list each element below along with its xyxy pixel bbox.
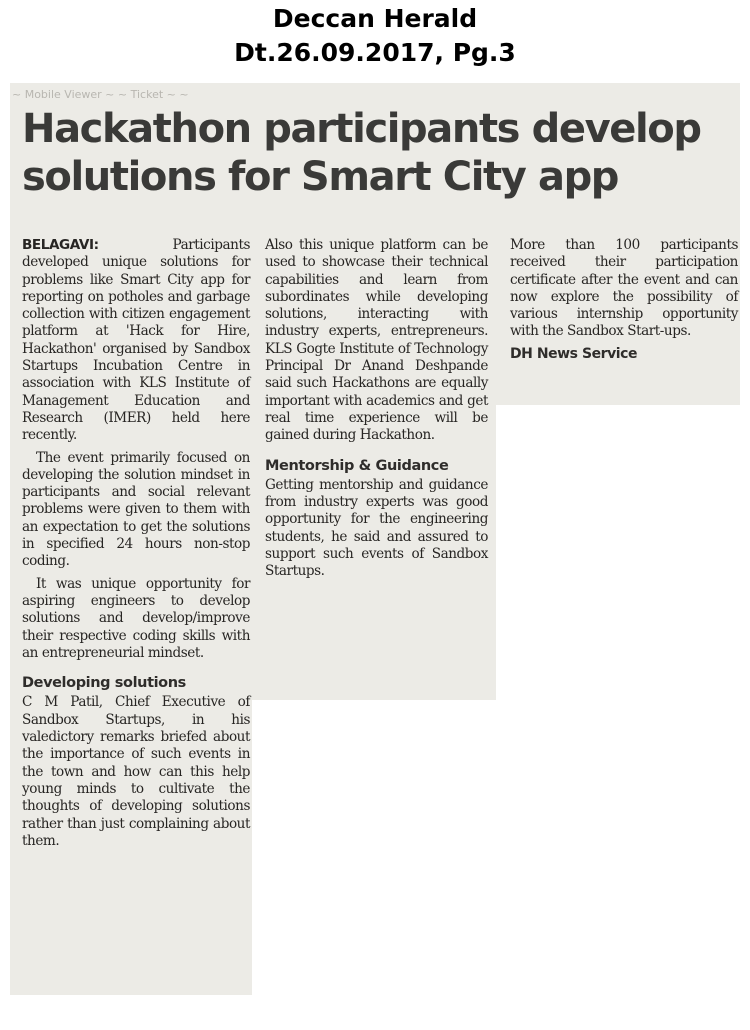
- article-column-2: [265, 237, 488, 586]
- article-byline: DH News Service: [510, 345, 638, 362]
- article-column-1: [22, 237, 250, 855]
- paragraph-text: Participants developed unique solutions for problems like Smart City app for reporting on potholes and garbage collection with citizen engagement platform at 'Hack for Hire, Hackathon' organised by Sandbox Startups Incubation Centre in association with KLS Institute of Management Education and Research (IMER) held here recently.: [22, 237, 250, 444]
- publication-date-page: Dt.26.09.2017, Pg.3: [234, 38, 516, 67]
- article-column-3: [510, 237, 738, 363]
- article-paragraph: C M Patil, Chief Executive of Sandbox Startups, in his valedictory remarks briefed about the importance of such events in the town and how can this help young minds to cultivate the thoughts of developing solutions rather than just complaining about them.: [22, 694, 250, 849]
- article-headline: Hackathon participants develop solutions for Smart City app: [22, 106, 701, 200]
- article-paragraph: It was unique opportunity for aspiring engineers to develop solutions and develop/improve their respective coding skills with an entrepreneurial mindset.: [22, 575, 250, 661]
- article-dateline: BELAGAVI:: [22, 237, 99, 253]
- subheading-developing-solutions: Developing solutions: [22, 675, 186, 692]
- article-paragraph: The event primarily focused on developing the solution mindset in participants and social relevant problems were given to them with an expectation to get the solutions in specified 24 hours non-stop coding.: [22, 449, 250, 570]
- article-paragraph: Also this unique platform can be used to showcase their technical capabilities and learn from subordinates while developing solutions, interacting with industry experts, entrepreneurs. KLS Gogte Institute of Technology Principal Dr Anand Deshpande said such Hackathons are equally important with academics and get real time experience will be gained during Hackathon.: [265, 237, 488, 444]
- faded-header-text: ~ Mobile Viewer ~ ~ Ticket ~ ~: [12, 88, 189, 101]
- article-paragraph: Getting mentorship and guidance from industry experts was good opportunity for the engineering students, he said and assured to support such events of Sandbox Startups.: [265, 476, 488, 580]
- article-paragraph: More than 100 participants received their participation certificate after the event and can now explore the possibility of various internship opportunity with the Sandbox Start-ups.: [510, 237, 738, 340]
- article-paragraph: [22, 237, 250, 445]
- subheading-mentorship-guidance: Mentorship & Guidance: [265, 457, 449, 474]
- publication-name: Deccan Herald: [272, 4, 478, 33]
